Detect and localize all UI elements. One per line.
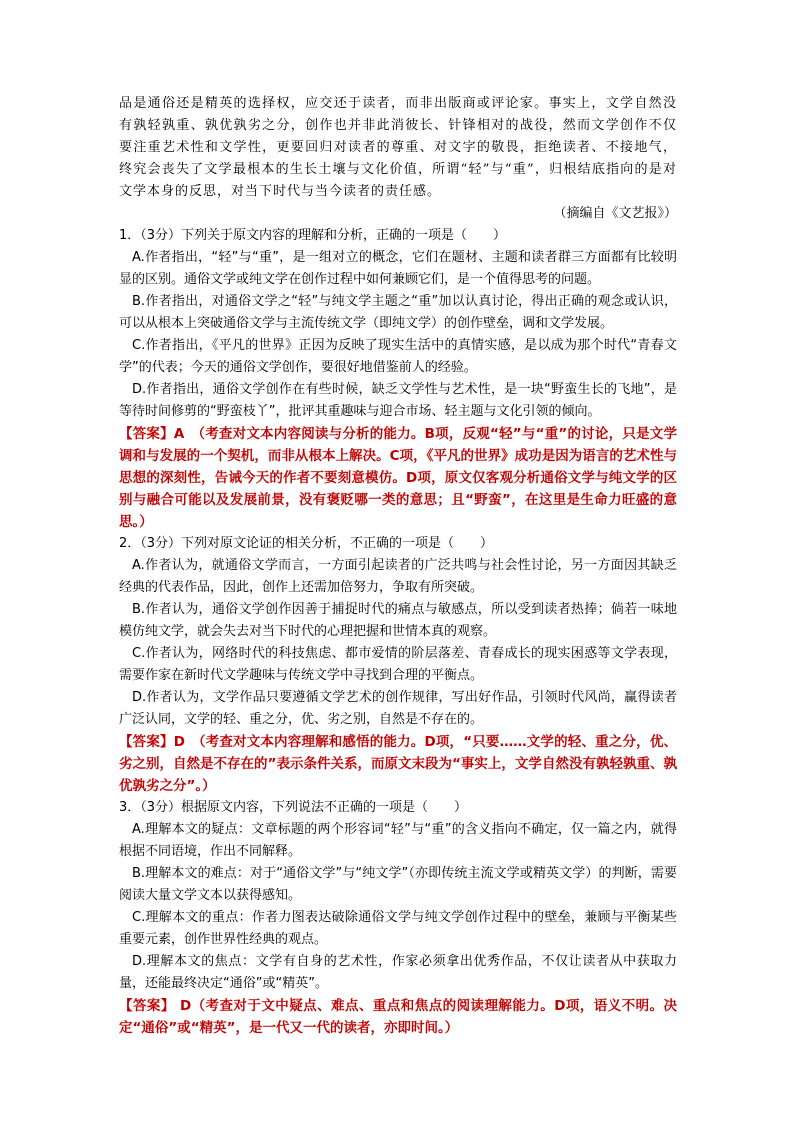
option-c: C.作者指出，《平凡的世界》正因为反映了现实生活中的真情实感，是以成为那个时代“青春文学”的代表；今天的通俗文学创作，要很好地借鉴前人的经验。	[119, 338, 677, 375]
question-stem: 2．（3分）下列对原文论证的相关分析，不正确的一项是（ ）	[119, 536, 494, 551]
option-d: D.作者认为，文学作品只要遵循文学艺术的创作规律，写出好作品，引领时代风尚，赢得读者广泛认同，文学的轻、重之分，优、劣之别，自然是不存在的。	[119, 690, 677, 727]
answer-tag: 【答案】	[119, 734, 174, 750]
answer-body: D（考查对于文中疑点、难点、重点和焦点的阅读理解能力。D项，语义不明。决定“通俗”或“精英”，是一代又一代的读者，亦即时间。）	[119, 998, 677, 1036]
option-c: C.理解本文的重点：作者力图表达破除通俗文学与纯文学创作过程中的壁垒，兼顾与平衡某些重要元素，创作世界性经典的观点。	[119, 910, 677, 947]
option-b: B.作者认为，通俗文学创作因善于捕捉时代的痛点与敏感点，所以受到读者热捧；倘若一味地模仿纯文学，就会失去对当下时代的心理把握和世情本真的观察。	[119, 602, 677, 639]
answer	[119, 995, 677, 1039]
answer	[119, 423, 677, 533]
question-stem: 3．（3分）根据原文内容，下列说法不正确的一项是（ ）	[119, 800, 468, 815]
document-page	[119, 93, 677, 1039]
option-d: D.理解本文的焦点：文学有自身的艺术性，作家必须拿出优秀作品，不仅让读者从中获取力量，还能最终决定“通俗”或“精英”。	[119, 954, 677, 991]
option-a: A.作者认为，就通俗文学而言，一方面引起读者的广泛共鸣与社会性讨论，另一方面因其缺乏经典的代表作品，因此，创作上还需加倍努力，争取有所突破。	[119, 558, 677, 595]
question-stem: 1．（3分）下列关于原文内容的理解和分析，正确的一项是（ ）	[119, 228, 507, 243]
answer	[119, 731, 677, 797]
passage	[119, 93, 677, 225]
passage-source: （摘编自《文艺报》）	[553, 206, 677, 221]
question-1	[119, 225, 677, 533]
question-3	[119, 797, 677, 1039]
option-b: B.作者指出，对通俗文学之“轻”与纯文学主题之“重”加以认真讨论，得出正确的观念或认识，可以从根本上突破通俗文学与主流传统文学（即纯文学）的创作壁垒，调和文学发展。	[119, 294, 677, 331]
option-b: B.理解本文的难点：对于“通俗文学”与“纯文学”（亦即传统主流文学或精英文学）的判断，需要阅读大量文学文本以获得感知。	[119, 866, 677, 903]
option-c: C.作者认为，网络时代的科技焦虑、都市爱情的阶层落差、青春成长的现实困惑等文学表现，需要作家在新时代文学趣味与传统文学中寻找到合理的平衡点。	[119, 646, 677, 683]
option-d: D.作者指出，通俗文学创作在有些时候，缺乏文学性与艺术性，是一块“野蛮生长的飞地”，是等待时间修剪的“野蛮枝丫”，批评其重趣味与迎合市场、轻主题与文化引领的倾向。	[119, 382, 677, 419]
option-a: A.作者指出，“轻”与“重”，是一组对立的概念，它们在题材、主题和读者群三方面都有比较明显的区别。通俗文学或纯文学在创作过程中如何兼顾它们，是一个值得思考的问题。	[119, 250, 677, 287]
answer-body: D （考查对文本内容理解和感悟的能力。D项，“只要……文学的轻、重之分，优、劣之别，自然是不存在的”表示条件关系，而原文末段为“事实上，文学自然没有孰轻孰重、孰优孰劣之分”。）	[119, 734, 677, 794]
passage-text: 品是通俗还是精英的选择权，应交还于读者，而非出版商或评论家。事实上，文学自然没有孰轻孰重、孰优孰劣之分，创作也并非此消彼长、针锋相对的战役，然而文学创作不仅要注重艺术性和文学性，更要回归对读者的尊重、对文字的敬畏，拒绝读者、不接地气，终究会丧失了文学最根本的生长土壤与文化价值，所谓“轻”与“重”，归根结底指向的是对文学本身的反思，对当下时代与当今读者的责任感。	[119, 96, 677, 199]
question-2	[119, 533, 677, 797]
answer-body: A （考查对文本内容阅读与分析的能力。B项，反观“轻”与“重”的讨论，只是文学调和与发展的一个契机，而非从根本上解决。C项，《平凡的世界》成功是因为语言的艺术性与思想的深刻性，告诫今天的作者不要刻意模仿。D项，原文仅客观分析通俗文学与纯文学的区别与融合可能以及发展前景，没有褒贬哪一类的意思；且“野蛮”，在这里是生命力旺盛的意思。）	[119, 426, 677, 530]
option-a: A.理解本文的疑点：文章标题的两个形容词“轻”与“重”的含义指向不确定，仅一篇之内，就得根据不同语境，作出不同解释。	[119, 822, 677, 859]
answer-tag: 【答案】	[119, 998, 175, 1014]
answer-tag: 【答案】	[119, 426, 174, 442]
